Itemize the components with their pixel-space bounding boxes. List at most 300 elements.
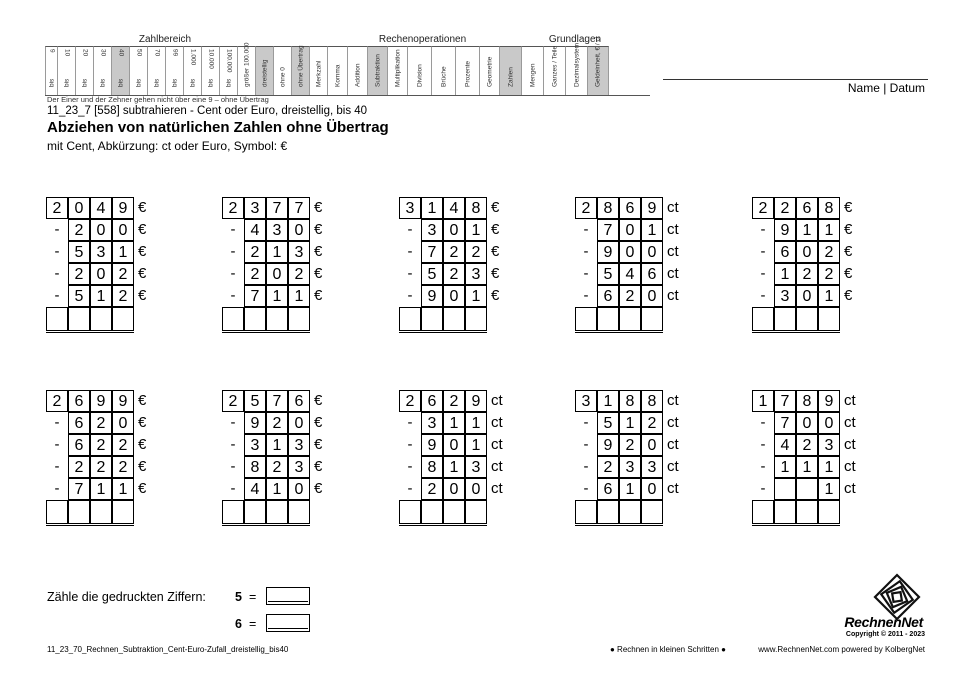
category-label: Addition	[354, 63, 361, 87]
subtrahend-row	[752, 434, 882, 456]
unit-label: ct	[491, 458, 503, 475]
answer-cell[interactable]	[597, 307, 619, 330]
count-answer-box[interactable]	[266, 614, 310, 632]
category-column	[183, 46, 201, 96]
minus-sign: -	[230, 480, 236, 497]
slogan: ● Rechnen in kleinen Schritten ●	[610, 645, 726, 654]
category-label: Merkzahl	[315, 60, 322, 87]
digit-cell: 1	[266, 434, 288, 456]
digit-cell: 9	[597, 434, 619, 456]
result-underline	[752, 330, 840, 331]
page-title: Abziehen von natürlichen Zahlen ohne Übertrag	[47, 119, 389, 136]
category-column	[129, 46, 147, 96]
digit-cell: 9	[90, 390, 112, 412]
answer-cell[interactable]	[90, 500, 112, 523]
unit-label: €	[314, 265, 323, 282]
minus-sign: -	[54, 221, 60, 238]
minuend-row	[399, 390, 529, 412]
unit-label: €	[138, 436, 147, 453]
unit-label: ct	[491, 436, 503, 453]
answer-cell[interactable]	[244, 500, 266, 523]
category-top-label: 70	[153, 49, 160, 57]
digit-cell: 9	[244, 412, 266, 434]
worksheet-code: 11_23_7 [558] subtrahieren - Cent oder Euro, dreistellig, bis 40	[47, 105, 368, 117]
answer-cell[interactable]	[774, 500, 796, 523]
unit-label: €	[314, 243, 323, 260]
category-column	[75, 46, 93, 96]
subtrahend-row	[46, 412, 176, 434]
unit-label: ct	[667, 287, 679, 304]
category-label: Komma	[334, 64, 341, 87]
result-underline	[575, 330, 663, 331]
unit-label: €	[138, 287, 147, 304]
category-column	[521, 46, 543, 96]
answer-cell[interactable]	[46, 500, 68, 523]
digit-cell: 2	[68, 219, 90, 241]
unit-label: ct	[667, 392, 679, 409]
equals-sign: =	[249, 617, 257, 631]
page-subtitle: mit Cent, Abkürzung: ct oder Euro, Symbol: €	[47, 139, 288, 153]
category-top-label: 30	[99, 49, 106, 57]
digit-cell: 6	[796, 197, 818, 219]
digit-cell: 9	[641, 197, 663, 219]
minus-sign: -	[760, 458, 766, 475]
unit-label: €	[138, 243, 147, 260]
unit-label: ct	[491, 414, 503, 431]
unit-label: €	[314, 199, 323, 216]
digit-cell: 0	[641, 478, 663, 500]
digit-cell: 1	[443, 412, 465, 434]
digit-cell: 9	[465, 390, 487, 412]
subtrahend-row	[752, 241, 882, 263]
unit-label: €	[314, 414, 323, 431]
unit-label: ct	[667, 414, 679, 431]
answer-cell[interactable]	[619, 500, 641, 523]
digit-cell: 1	[818, 219, 840, 241]
digit-cell: 0	[443, 285, 465, 307]
answer-cell[interactable]	[421, 307, 443, 330]
digit-cell: 2	[399, 390, 421, 412]
digit-cell: 1	[90, 285, 112, 307]
unit-label: ct	[844, 480, 856, 497]
minus-sign: -	[54, 265, 60, 282]
digit-cell: 0	[112, 219, 134, 241]
minus-sign: -	[230, 436, 236, 453]
digit-cell: 2	[266, 412, 288, 434]
digit-cell: 5	[597, 412, 619, 434]
count-row	[235, 590, 267, 604]
result-underline	[752, 525, 840, 526]
unit-label: ct	[667, 458, 679, 475]
result-underline	[222, 525, 310, 526]
minus-sign: -	[230, 414, 236, 431]
digit-cell: 2	[619, 285, 641, 307]
minuend-row	[399, 197, 529, 219]
category-label: ohne 0	[279, 67, 286, 87]
answer-cell[interactable]	[619, 307, 641, 330]
digit-cell: 5	[244, 390, 266, 412]
digit-cell: 2	[244, 263, 266, 285]
answer-cell[interactable]	[752, 500, 774, 523]
category-label: Multiplikation	[394, 49, 401, 87]
minus-sign: -	[583, 480, 589, 497]
minus-sign: -	[583, 458, 589, 475]
digit-cell: 7	[774, 390, 796, 412]
minus-sign: -	[54, 436, 60, 453]
result-underline	[46, 523, 134, 524]
minus-sign: -	[230, 221, 236, 238]
digit-cell: 2	[443, 390, 465, 412]
unit-label: €	[844, 243, 853, 260]
answer-cell[interactable]	[288, 307, 310, 330]
category-label: bis	[117, 78, 124, 87]
category-column	[111, 46, 129, 96]
subtrahend-row	[222, 285, 352, 307]
minus-sign: -	[583, 265, 589, 282]
answer-cell[interactable]	[575, 307, 597, 330]
result-underline	[575, 332, 663, 333]
answer-cell[interactable]	[752, 307, 774, 330]
category-label: bis	[81, 78, 88, 87]
answer-cell[interactable]	[421, 500, 443, 523]
result-underline	[46, 332, 134, 333]
digit-cell: 1	[112, 478, 134, 500]
digit-cell: 8	[641, 390, 663, 412]
result-underline	[399, 523, 487, 524]
minus-sign: -	[760, 243, 766, 260]
category-label: Prozente	[464, 60, 471, 87]
digit-cell: 4	[244, 478, 266, 500]
category-top-label: 1.000	[189, 49, 196, 66]
digit-cell: 4	[443, 197, 465, 219]
digit-cell: 3	[399, 197, 421, 219]
answer-cell[interactable]	[222, 307, 244, 330]
equals-sign: =	[249, 590, 257, 604]
subtrahend-row	[752, 478, 882, 500]
answer-cell[interactable]	[112, 307, 134, 330]
file-name: 11_23_70_Rechnen_Subtraktion_Cent-Euro-Zufall_dreistellig_bis40	[47, 645, 289, 654]
unit-label: €	[138, 221, 147, 238]
answer-row	[752, 500, 882, 522]
unit-label: €	[138, 480, 147, 497]
subtrahend-row	[46, 478, 176, 500]
category-column	[219, 46, 237, 96]
unit-label: ct	[667, 243, 679, 260]
answer-cell[interactable]	[222, 500, 244, 523]
answer-cell[interactable]	[818, 307, 840, 330]
digit-cell: 0	[818, 412, 840, 434]
digit-cell: 1	[465, 434, 487, 456]
minus-sign: -	[583, 436, 589, 453]
digit-cell: 1	[465, 219, 487, 241]
result-underline	[399, 332, 487, 333]
answer-cell[interactable]	[575, 500, 597, 523]
digit-cell: 0	[112, 412, 134, 434]
subtrahend-row	[46, 263, 176, 285]
count-digit: 5	[235, 590, 242, 604]
digit-cell: 2	[112, 456, 134, 478]
subtrahend-row	[222, 219, 352, 241]
copyright: Copyright © 2011 - 2023	[845, 631, 925, 638]
category-column	[255, 46, 273, 96]
minus-sign: -	[407, 458, 413, 475]
count-answer-box[interactable]	[266, 587, 310, 605]
digit-cell: 2	[774, 197, 796, 219]
digit-cell: 0	[443, 434, 465, 456]
minuend-row	[575, 390, 705, 412]
answer-cell[interactable]	[796, 500, 818, 523]
digit-cell: 0	[796, 412, 818, 434]
digit-cell: 3	[244, 434, 266, 456]
digit-cell: 0	[68, 197, 90, 219]
category-column	[479, 46, 499, 96]
digit-cell: 0	[465, 478, 487, 500]
digit-cell: 6	[774, 241, 796, 263]
digit-cell: 2	[112, 285, 134, 307]
category-column	[499, 46, 521, 96]
category-column	[165, 46, 183, 96]
result-underline	[752, 523, 840, 524]
count-digit: 6	[235, 617, 242, 631]
result-underline	[752, 332, 840, 333]
category-label: bis	[225, 78, 232, 87]
unit-label: €	[138, 458, 147, 475]
answer-cell[interactable]	[90, 307, 112, 330]
digit-cell: 0	[266, 263, 288, 285]
category-label: bis	[171, 78, 178, 87]
digit-cell: 0	[288, 219, 310, 241]
digit-cell: 2	[222, 390, 244, 412]
digit-cell: 2	[90, 456, 112, 478]
digit-cell: 2	[112, 434, 134, 456]
unit-label: €	[491, 243, 500, 260]
answer-row	[222, 500, 352, 522]
digit-cell: 2	[112, 263, 134, 285]
category-group-label: Rechenoperationen	[378, 34, 467, 45]
digit-cell: 3	[774, 285, 796, 307]
unit-label: ct	[667, 480, 679, 497]
category-label: Brüche	[440, 66, 447, 87]
minus-sign: -	[54, 243, 60, 260]
subtrahend-row	[399, 241, 529, 263]
brand-name: RechnenNet	[844, 614, 923, 630]
answer-cell[interactable]	[68, 307, 90, 330]
subtrahend-row	[399, 412, 529, 434]
digit-cell: 2	[443, 241, 465, 263]
result-underline	[399, 525, 487, 526]
subtrahend-row	[575, 241, 705, 263]
digit-cell: 1	[288, 285, 310, 307]
unit-label: ct	[491, 392, 503, 409]
answer-cell[interactable]	[266, 500, 288, 523]
digit-cell: 2	[465, 241, 487, 263]
unit-label: €	[491, 287, 500, 304]
subtrahend-row	[752, 456, 882, 478]
category-label: Mengen	[529, 63, 536, 87]
answer-row	[575, 307, 705, 329]
digit-cell: 3	[421, 412, 443, 434]
answer-cell[interactable]	[46, 307, 68, 330]
minus-sign: -	[583, 243, 589, 260]
digit-cell: 6	[68, 412, 90, 434]
category-label: Division	[416, 64, 423, 87]
digit-cell	[774, 478, 796, 500]
digit-cell: 5	[597, 263, 619, 285]
digit-cell: 1	[619, 412, 641, 434]
minuend-row	[575, 197, 705, 219]
digit-cell: 2	[68, 263, 90, 285]
answer-cell[interactable]	[465, 307, 487, 330]
digit-cell: 7	[421, 241, 443, 263]
category-top-label: 10	[63, 49, 70, 57]
website-link[interactable]: www.RechnenNet.com powered by KolbergNet	[758, 645, 925, 654]
category-column	[431, 46, 455, 96]
subtrahend-row	[575, 434, 705, 456]
digit-cell: 6	[68, 390, 90, 412]
answer-cell[interactable]	[399, 307, 421, 330]
digit-cell: 1	[597, 390, 619, 412]
digit-cell: 3	[90, 241, 112, 263]
digit-cell: 2	[752, 197, 774, 219]
category-top-label: 99	[171, 49, 178, 57]
minus-sign: -	[760, 414, 766, 431]
answer-cell[interactable]	[288, 500, 310, 523]
category-label: Subtraktion	[374, 54, 381, 87]
result-underline	[222, 332, 310, 333]
answer-cell[interactable]	[68, 500, 90, 523]
answer-cell[interactable]	[597, 500, 619, 523]
category-label: Ganzes / Teile	[551, 45, 558, 87]
subtrahend-row	[46, 241, 176, 263]
subtrahend-row	[46, 219, 176, 241]
digit-cell: 8	[818, 197, 840, 219]
digit-cell: 0	[641, 434, 663, 456]
digit-cell: 1	[443, 456, 465, 478]
digit-cell: 1	[774, 263, 796, 285]
digit-cell: 0	[288, 478, 310, 500]
minus-sign: -	[407, 287, 413, 304]
minus-sign: -	[583, 221, 589, 238]
category-label: Geldeinheit, € / ct	[594, 36, 602, 87]
digit-cell: 9	[112, 390, 134, 412]
answer-cell[interactable]	[774, 307, 796, 330]
digit-cell: 0	[641, 285, 663, 307]
digit-cell: 6	[597, 285, 619, 307]
category-column	[347, 46, 367, 96]
minuend-row	[46, 197, 176, 219]
digit-cell: 8	[796, 390, 818, 412]
unit-label: ct	[667, 221, 679, 238]
digit-cell: 0	[90, 263, 112, 285]
minuend-row	[46, 390, 176, 412]
digit-cell: 2	[443, 263, 465, 285]
category-label: bis	[48, 78, 55, 87]
digit-cell: 7	[244, 285, 266, 307]
unit-label: €	[138, 414, 147, 431]
digit-cell: 2	[244, 241, 266, 263]
digit-cell: 9	[421, 434, 443, 456]
answer-row	[46, 307, 176, 329]
answer-cell[interactable]	[818, 500, 840, 523]
answer-cell[interactable]	[266, 307, 288, 330]
digit-cell: 5	[421, 263, 443, 285]
digit-cell: 3	[818, 434, 840, 456]
subtrahend-row	[575, 412, 705, 434]
subtrahend-row	[399, 285, 529, 307]
digit-cell: 2	[266, 456, 288, 478]
digit-cell: 2	[421, 478, 443, 500]
digit-cell: 2	[288, 263, 310, 285]
answer-cell[interactable]	[465, 500, 487, 523]
unit-label: ct	[667, 265, 679, 282]
answer-cell[interactable]	[112, 500, 134, 523]
category-label: bis	[63, 78, 70, 87]
digit-cell: 0	[443, 478, 465, 500]
digit-cell: 8	[619, 390, 641, 412]
name-date-line	[663, 79, 928, 80]
category-column	[273, 46, 291, 96]
digit-cell: 2	[575, 197, 597, 219]
unit-label: ct	[844, 414, 856, 431]
category-column	[407, 46, 431, 96]
answer-cell[interactable]	[443, 307, 465, 330]
category-label: Geometrie	[486, 56, 493, 87]
unit-label: €	[314, 436, 323, 453]
digit-cell: 2	[90, 434, 112, 456]
digit-cell: 7	[288, 197, 310, 219]
digit-cell: 8	[421, 456, 443, 478]
digit-cell: 2	[619, 434, 641, 456]
category-column	[237, 42, 255, 96]
minus-sign: -	[760, 287, 766, 304]
answer-cell[interactable]	[443, 500, 465, 523]
digit-cell: 6	[597, 478, 619, 500]
digit-cell: 2	[818, 263, 840, 285]
digit-cell: 2	[68, 456, 90, 478]
minus-sign: -	[407, 414, 413, 431]
subtrahend-row	[222, 263, 352, 285]
digit-cell: 4	[774, 434, 796, 456]
digit-cell: 6	[68, 434, 90, 456]
digit-cell: 1	[641, 219, 663, 241]
digit-cell: 2	[597, 456, 619, 478]
category-column	[455, 46, 479, 96]
digit-cell: 3	[421, 219, 443, 241]
digit-cell: 3	[244, 197, 266, 219]
answer-cell[interactable]	[244, 307, 266, 330]
answer-row	[399, 307, 529, 329]
minus-sign: -	[407, 265, 413, 282]
answer-row	[752, 307, 882, 329]
digit-cell: 6	[288, 390, 310, 412]
answer-cell[interactable]	[796, 307, 818, 330]
digit-cell: 3	[465, 263, 487, 285]
minus-sign: -	[54, 414, 60, 431]
answer-cell[interactable]	[399, 500, 421, 523]
digit-cell: 4	[619, 263, 641, 285]
digit-cell: 6	[641, 263, 663, 285]
category-label: bis	[135, 78, 142, 87]
answer-cell[interactable]	[641, 307, 663, 330]
category-label: dreistellig	[261, 59, 268, 87]
category-column	[57, 46, 75, 96]
unit-label: €	[138, 199, 147, 216]
category-column	[565, 42, 587, 96]
minus-sign: -	[230, 287, 236, 304]
unit-label: ct	[667, 199, 679, 216]
subtrahend-row	[399, 263, 529, 285]
answer-cell[interactable]	[641, 500, 663, 523]
